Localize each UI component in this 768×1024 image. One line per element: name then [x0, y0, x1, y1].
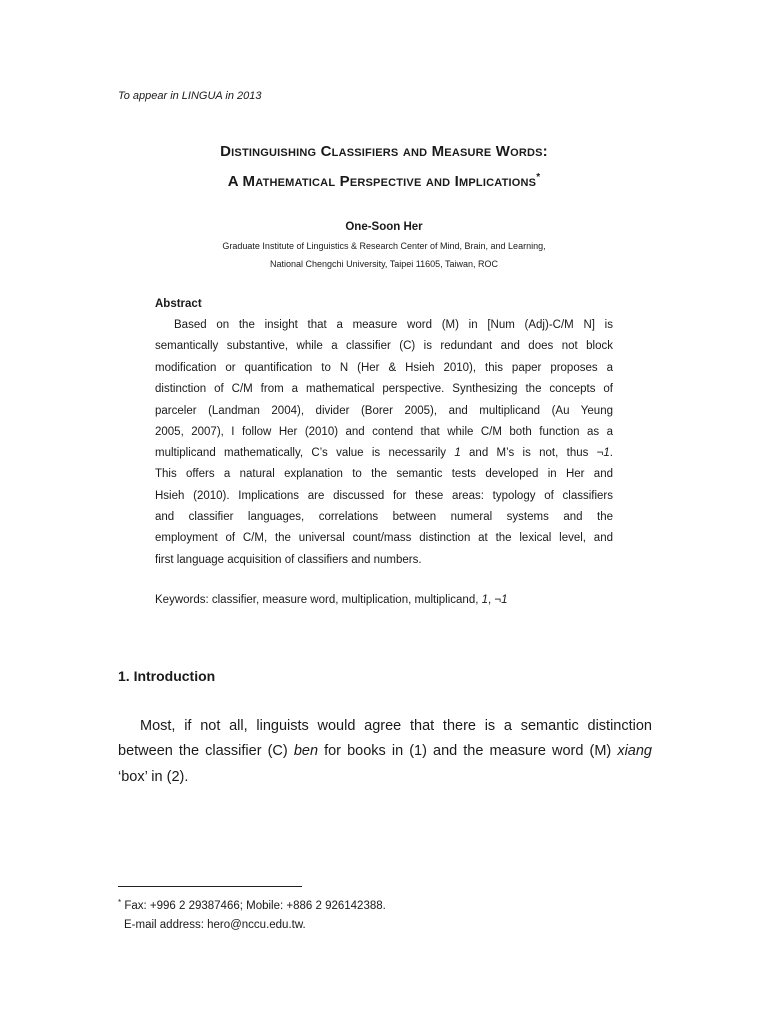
footnote-contact: Fax: +996 2 29387466; Mobile: +886 2 926142388.	[121, 900, 386, 912]
abstract-line: and classifier languages, correlations between numeral systems and the	[155, 511, 613, 523]
paper-title-line-2-text: A Mathematical Perspective and Implications	[227, 173, 537, 190]
body-line-2-c: for books in (1) and the measure word (M)	[318, 743, 618, 759]
footnote-line-1	[118, 898, 386, 912]
paper-title-line-2	[0, 172, 768, 190]
abstract-line-7-a: multiplicand mathematically, C’s value is necessarily	[155, 447, 455, 459]
abstract-line: parceler (Landman 2004), divider (Borer 2005), and multiplicand (Au Yeung	[155, 405, 613, 417]
footnote-mark: *	[118, 898, 122, 907]
abstract-line: modification or quantification to N (Her & Hsieh 2010), this paper proposes a	[155, 362, 613, 374]
keyword-not-one: ¬1	[494, 594, 508, 606]
body-line-3: ‘box’ in (2).	[118, 769, 189, 785]
abstract-line: This offers a natural explanation to the semantic tests developed in Her and	[155, 468, 613, 480]
body-line-2-a: between the classifier (C)	[118, 743, 294, 759]
abstract-line: employment of C/M, the universal count/mass distinction at the lexical level, and	[155, 532, 613, 544]
term-xiang: xiang	[617, 743, 652, 759]
abstract-line-7	[155, 446, 613, 460]
abstract-line: 2005, 2007), I follow Her (2010) and contend that while C/M both function as a	[155, 426, 613, 438]
abstract-line: distinction of C/M from a mathematical perspective. Synthesizing the concepts of	[155, 383, 613, 395]
value-not-one: ¬1	[596, 447, 610, 459]
abstract-line-7-e: .	[609, 447, 613, 459]
abstract-line: Hsieh (2010). Implications are discussed for these areas: typology of classifiers	[155, 490, 613, 502]
publication-note: To appear in LINGUA in 2013	[118, 90, 262, 102]
value-one: 1	[454, 447, 461, 459]
term-ben: ben	[293, 743, 319, 759]
affiliation-line-1: Graduate Institute of Linguistics & Research Center of Mind, Brain, and Learning,	[222, 241, 546, 251]
body-line-1: Most, if not all, linguists would agree that there is a semantic distinction	[140, 718, 652, 734]
keyword-separator: ,	[488, 594, 495, 606]
abstract-line: first language acquisition of classifiers and numbers.	[155, 554, 422, 566]
abstract-heading: Abstract	[155, 298, 202, 310]
keywords-line	[155, 594, 508, 606]
keywords-prefix: Keywords: classifier, measure word, multiplication, multiplicand,	[155, 594, 482, 606]
abstract-line: semantically substantive, while a classifier (C) is redundant and does not block	[155, 340, 613, 352]
body-line-2	[118, 742, 652, 760]
keyword-one: 1	[481, 594, 489, 606]
abstract-line-7-c: and M’s is not, thus	[460, 447, 597, 459]
paper-title-line-1: Distinguishing Classifiers and Measure Words:	[220, 143, 548, 160]
section-heading-introduction: 1. Introduction	[118, 668, 216, 684]
footnote-email: E-mail address: hero@nccu.edu.tw.	[124, 919, 306, 931]
title-footnote-mark: *	[536, 172, 541, 183]
footnote-divider	[118, 886, 302, 887]
author-name: One-Soon Her	[345, 221, 423, 233]
affiliation-line-2: National Chengchi University, Taipei 11605, Taiwan, ROC	[270, 259, 498, 269]
abstract-line: Based on the insight that a measure word (M) in [Num (Adj)-C/M N] is	[174, 319, 613, 331]
